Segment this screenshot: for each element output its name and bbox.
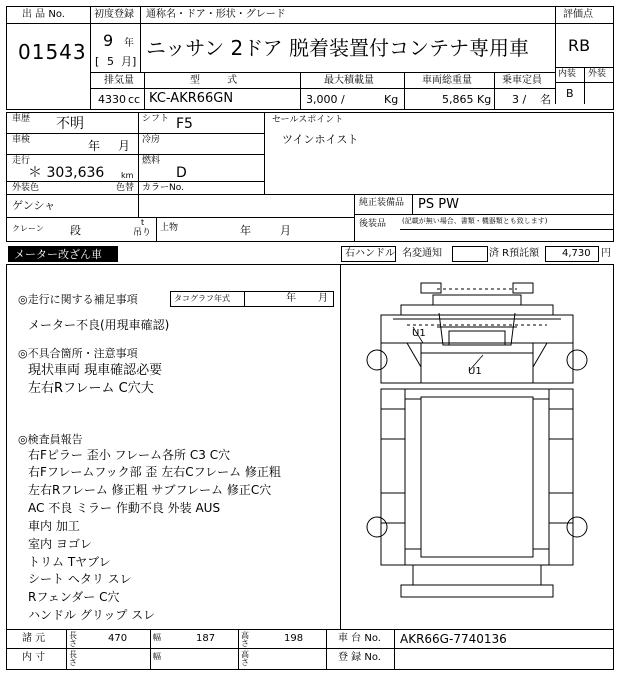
- divider: [6, 23, 90, 24]
- in-length-label: 長さ: [69, 650, 77, 667]
- report-line: Rフェンダー C穴: [28, 590, 120, 604]
- divider: [150, 629, 151, 670]
- width-label: 幅: [153, 633, 161, 642]
- ext-color-label: 外装色: [12, 183, 40, 193]
- divider: [6, 217, 354, 218]
- displacement-label: 排気量: [104, 75, 134, 86]
- divider: [6, 648, 614, 649]
- aftermarket-label: 後装品: [359, 219, 387, 229]
- name-change-box: [452, 246, 488, 262]
- fuel-value: D: [176, 165, 187, 181]
- interior-score: B: [566, 87, 574, 100]
- report-line: 左右Rフレーム 修正粗 サブフレーム 修正C穴: [28, 483, 272, 497]
- interior-label: 内装: [558, 69, 577, 79]
- divider: [394, 629, 395, 670]
- width-value: 187: [196, 633, 216, 644]
- defect-line-1: 現状車両 現車確認必要: [28, 363, 163, 378]
- inspection-year: 年: [88, 139, 101, 153]
- shift-value: F5: [176, 116, 193, 132]
- reg-year-label: 年: [124, 38, 134, 49]
- reg-label: 初度登録: [94, 9, 134, 20]
- mileage-value: ＊ 303,636: [28, 165, 105, 181]
- divider: [140, 6, 141, 23]
- inspector-title: ◎検査員報告: [18, 433, 83, 446]
- load-value: 3,000 /: [306, 93, 345, 106]
- meter-tampered-label: メーター改ざん車: [14, 248, 102, 261]
- chassis-label: 車 台 No.: [338, 633, 381, 644]
- length-value: 470: [108, 633, 128, 644]
- divider: [400, 229, 614, 230]
- report-line: AC 不良 ミラー 作動不良 外装 AUS: [28, 501, 221, 515]
- divider: [144, 72, 145, 110]
- weight-label: 車両総重量: [422, 75, 472, 86]
- weight-unit: Kg: [477, 93, 492, 106]
- divider: [584, 67, 585, 104]
- crane-stage: 段: [70, 224, 81, 237]
- load-label: 最大積載量: [324, 75, 374, 86]
- color-no-label: 色替: [116, 183, 135, 193]
- length-label: 長さ: [69, 631, 77, 648]
- divider: [494, 72, 495, 110]
- rating-label: 評価点: [563, 9, 593, 20]
- car-name: ニッサン 2ドア 脱着装置付コンテナ専用車: [146, 36, 530, 60]
- divider: [90, 72, 91, 110]
- reg-month-open: [: [95, 55, 100, 68]
- in-height-label: 高さ: [241, 650, 249, 667]
- footer-frame: [6, 629, 614, 670]
- height-value: 198: [284, 633, 304, 644]
- lot-number: 01543: [18, 40, 87, 64]
- genuine-label: 純正装備品: [359, 198, 405, 208]
- divider: [412, 194, 413, 214]
- reg-no-label: 登 録 No.: [338, 652, 381, 663]
- crane-ton-top: t: [141, 218, 145, 227]
- divider: [354, 214, 614, 215]
- displacement-value: 4330: [98, 93, 126, 106]
- divider: [6, 194, 614, 195]
- report-line: ハンドル グリップ スレ: [28, 608, 156, 622]
- damage-mark-1: U1: [412, 328, 426, 339]
- divider: [244, 291, 245, 307]
- divider: [138, 181, 139, 217]
- displacement-unit: cc: [128, 93, 141, 106]
- crane-label: クレーン: [12, 224, 44, 233]
- divider: [66, 629, 67, 670]
- divider: [555, 6, 556, 104]
- divider: [156, 217, 157, 242]
- history-value: 不明: [56, 116, 84, 132]
- tacho-month: 月: [318, 293, 328, 304]
- dims-label: 諸 元: [22, 633, 46, 644]
- recycle-label: 済 R預託額: [489, 248, 540, 259]
- exterior-label: 外装: [588, 69, 607, 79]
- lot-label: 出 品 No.: [22, 9, 65, 20]
- tacho-year: 年: [286, 293, 296, 304]
- ext-color-value: ゲンシャ: [12, 199, 56, 212]
- divider: [264, 112, 265, 194]
- sales-point: ツインホイスト: [282, 133, 359, 146]
- type-label: 型 式: [190, 75, 250, 86]
- report-line: トリム Tヤブレ: [28, 555, 111, 569]
- report-line: 室内 ヨゴレ: [28, 537, 92, 551]
- divider: [404, 72, 405, 110]
- defect-title: ◎不具合箇所・注意事項: [18, 347, 138, 360]
- rating-value: RB: [568, 36, 591, 55]
- upper-label: 上物: [160, 223, 179, 233]
- inspection-month: 月: [118, 139, 131, 153]
- reg-month-label: 月]: [121, 55, 137, 68]
- driving-note: メーター不良(用現車確認): [28, 318, 170, 332]
- fuel-label: 燃料: [142, 156, 161, 166]
- capacity-unit: 名: [540, 93, 551, 106]
- defect-line-2: 左右Rフレーム C穴大: [28, 381, 154, 396]
- divider: [90, 23, 555, 24]
- divider: [300, 72, 301, 110]
- divider: [140, 23, 141, 72]
- aircon-label: 冷房: [142, 135, 161, 145]
- capacity-value: 3 /: [512, 93, 527, 106]
- report-line: シート ヘタリ スレ: [28, 572, 132, 586]
- reg-month: 5: [107, 55, 114, 68]
- divider: [6, 154, 264, 155]
- recycle-unit: 円: [601, 248, 611, 259]
- divider: [90, 72, 555, 73]
- report-line: 右Fフレームフック部 歪 左右Cフレーム 修正粗: [28, 465, 281, 479]
- truck-diagram: [341, 265, 613, 629]
- history-label: 車歴: [12, 114, 31, 124]
- name-change-label: 名変通知: [402, 248, 442, 259]
- interior-dims-label: 内 寸: [22, 652, 46, 663]
- report-line: 右Fピラー 歪小 フレーム各所 C3 C穴: [28, 448, 231, 462]
- weight-value: 5,865: [442, 93, 474, 106]
- height-label: 高さ: [241, 631, 249, 648]
- load-unit: Kg: [384, 93, 399, 106]
- divider: [90, 6, 91, 72]
- divider: [555, 23, 614, 24]
- damage-mark-2: U1: [468, 366, 482, 377]
- tacho-label: タコグラフ年式: [174, 294, 230, 303]
- in-width-label: 幅: [153, 652, 161, 661]
- model-code: KC-AKR66GN: [149, 91, 234, 106]
- crane-ton: 吊り: [133, 228, 152, 238]
- divider: [6, 133, 264, 134]
- mileage-label: 走行: [12, 156, 31, 166]
- chassis-value: AKR66G-7740136: [400, 632, 507, 646]
- reg-year: 9: [103, 31, 114, 50]
- divider: [354, 194, 355, 242]
- upper-month: 月: [280, 224, 291, 237]
- aftermarket-note: (記載が無い場合、書類・機器類とも致します): [402, 217, 548, 225]
- divider: [238, 629, 239, 670]
- recycle-amount: 4,730: [562, 248, 591, 259]
- rhd-label: 右ハンドル: [345, 248, 395, 259]
- divider: [326, 629, 327, 670]
- driving-title: ◎走行に関する補足事項: [18, 293, 138, 306]
- model-label: 通称名・ドア・形状・グレード: [146, 9, 286, 20]
- divider: [6, 181, 264, 182]
- inspection-label: 車検: [12, 135, 31, 145]
- sales-label: セールスポイント: [272, 115, 344, 125]
- divider: [90, 88, 555, 89]
- mileage-unit: km: [121, 171, 134, 180]
- capacity-label: 乗車定員: [502, 75, 542, 86]
- shift-label: シフト: [142, 114, 170, 124]
- report-line: 車内 加工: [28, 519, 80, 533]
- genuine-value: PS PW: [418, 197, 459, 212]
- color-code-label: カラーNo.: [142, 183, 184, 193]
- upper-year: 年: [240, 224, 251, 237]
